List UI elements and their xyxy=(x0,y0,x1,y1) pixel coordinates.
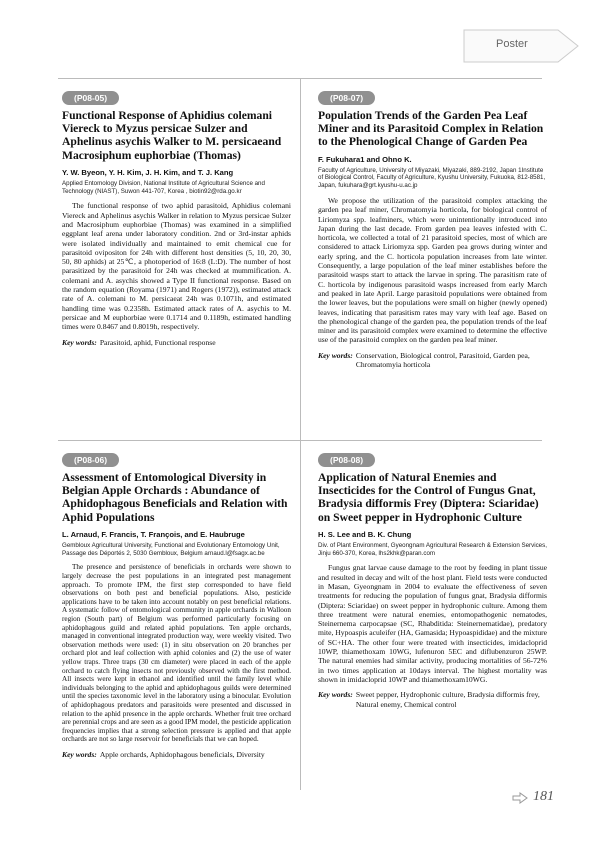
keywords-text: Conservation, Biological control, Parasitoid, Garden pea, Chromatomyia horticola xyxy=(355,350,530,370)
page-number: 181 xyxy=(533,789,554,804)
keywords-label: Key words: xyxy=(62,337,97,347)
column-divider xyxy=(300,78,301,790)
paper-authors: Y. W. Byeon, Y. H. Kim, J. H. Kim, and T. J. Kang xyxy=(62,167,234,177)
keywords-label: Key words: xyxy=(318,690,353,700)
paper-affiliation: Div. of Plant Environment, Gyeongnam Agricultural Research & Extension Services, Jinju 660-370, Korea, lhs2khk@paran.com xyxy=(318,541,547,557)
poster-tab xyxy=(462,28,582,64)
paper-id-badge: (P08-05) xyxy=(62,91,119,105)
paper-id-badge: (P08-08) xyxy=(318,453,375,467)
paper-authors: L. Arnaud, F. Francis, T. François, and E. Haubruge xyxy=(62,529,245,539)
keywords-label: Key words: xyxy=(62,749,97,759)
paper-affiliation: Applied Entomology Division, National Institute of Agricultural Science and Technology (NIAST), Suwon 441-707, Korea , biotin92@rda.go.kr xyxy=(62,179,265,195)
paper-id-badge: (P08-07) xyxy=(318,91,375,105)
paper-id-badge: (P08-06) xyxy=(62,453,119,467)
keywords-text: Parasitoid, aphid, Functional response xyxy=(99,337,216,347)
paper-p08-08 xyxy=(318,450,547,709)
paper-title: Functional Response of Aphidius colemani Viereck to Myzus persicae Sulzer and Aphelinus asychis Walker to M. persicaeand Macrosiphum euphorbiae (Thomas) xyxy=(62,109,282,162)
paper-title: Assessment of Entomological Diversity in Belgian Apple Orchards : Abundance of Aphidophagous Beneficials and Relation with Aphid Populations xyxy=(62,471,288,524)
paper-authors: F. Fukuhara1 and Ohno K. xyxy=(318,154,412,164)
paper-title: Application of Natural Enemies and Insecticides for the Control of Fungus Gnat, Bradysia difformis Frey (Diptera: Sciaridae) on Sweet pepper in Hydrophonic Culture xyxy=(318,471,539,524)
paper-keywords xyxy=(62,338,291,347)
paper-affiliation: Gembloux Agricultural University, Functional and Evolutionary Entomology Unit, Passage des Déportés 2, 5030 Gembloux, Belgium arnaud.l@fsagx.ac.be xyxy=(62,541,280,557)
poster-label: Poster xyxy=(496,38,528,50)
page-arrow-icon xyxy=(512,792,528,804)
paper-abstract: We propose the utilization of the parasitoid complex attacking the garden pea leaf miner, Chromatomyia horticola, for biological control of Liriomyza spp. leafminers, which were unintentionally introduced into Japan during the last decade. From garden pea leaves infested with C. horticola, we collected a total of 21 parasitoid species, most of which are considered to attack Liriomyza spp. Garden pea grows during winter and early spring, and the C. horticola population increases from late winter. Consequently, a large population of the leaf miner establishes before the parasitoid wasps start to attack the larvae in spring. The parasitism rate of C. horticola by indigenous parasitoid wasps increased from early March and peaked in late April. Large parasitoid populations were obtained from the lower leaves, but the populations were small on higher (newly opened) leaves, indicating that parasitism rates may vary with leaf age. Based on the phenological change of the garden pea, the population trends of the leaf miner and its parasitoid complex were examined to determine the effective use of the parasitoid complex on the garden pea leaf miner. xyxy=(318,196,547,345)
keywords-text: Sweet pepper, Hydrophonic culture, Bradysia difformis frey, Natural enemy, Chemical control xyxy=(355,690,540,709)
paper-p08-07 xyxy=(318,88,547,369)
paper-abstract: Fungus gnat larvae cause damage to the root by feeding in plant tissue and resulted in decay and wilt of the host plant. Field tests were conducted in Masan, Gyeongnam in 2004 to evaluate the effectiveness of seven treatments for reducing the population of fungus gnat, Bradysia difformis (Diptera: Sciaridae) on sweet pepper in hydrophonic culture. Among them three treatment were natural enemies, entomopathogenic nematodes, Steinernema carpocapsae (SC, Rhabditida: Steinernematidae), predatory mite, Hypoaspis aculeifer (HA, Gamasida; Hypoaspididae) and the mixture of SC+HA. The other four were treated with insecticides, imidacloprid 10WP, thiamethoxam 10WG, lufenuron 5EC and diflubenzuron 25WP. The natural enemies had similar activity, producing mortalities of 56-72% in two times application at 10days interval. The highest mortality was shown in imidacloprid 10WP and thiamethoxam10WG. xyxy=(318,563,548,684)
paper-affiliation: Faculty of Agriculture, University of Miyazaki, Miyazaki, 889-2192, Japan 1Institute of Biological Control, Faculty of Agriculture, Kyushu University, Fukuoka, 812-8581, Japan, fukuhara@grt.kyushu-u.ac.jp xyxy=(318,166,546,190)
paper-keywords xyxy=(318,351,547,370)
paper-title: Population Trends of the Garden Pea Leaf Miner and its Parasitoid Complex in Relation to the Phenological Change of Garden Pea xyxy=(318,109,544,149)
keywords-label: Key words: xyxy=(318,350,353,360)
paper-keywords xyxy=(318,690,547,709)
paper-abstract: The presence and persistence of beneficials in orchards were shown to largely decrease the pest populations in an integrated pest management approach. To promote IPM, the first step corresponded to have field observations on both pest and beneficial populations. Also, pesticide applications have to be taken into account notably on pest beneficial relations. A systematic follow of entomological community in apple orchards in Walloon region (South part) of Belgium was performed particularly focusing on aphidophagous guild and related aphid populations. Ten apple orchards, managed in conventional integrated production way, were weekly visited. Two observation methods were used: (1) in situ observation on 20 branches per orchard plot and leaf collection with aphid colonies and (2) the use of water yellow traps. Three traps (30 cm diameter) were placed in each of the apple orchard to catch flying insects not previously observed with the first method. All insects were kept in ethanol and identified until the family level while individuals belonging to the aphid and aphidophagous guilds were determined until the species taxonomic level in the laboratory using a binocular. Evolution of aphidophagous predators and parasitoids were presented and discussed in relation to the aphid presence in the apple orchards. Whether fruit tree orchard are perennial crops and are seen as a good IPM model, the pesticide application frequencies implies that a strong selection pressure is applied and that apple orchards are not so large reservoir for beneficials that we can hoped. xyxy=(62,563,291,744)
paper-abstract: The functional response of two aphid parasitoid, Aphidius colemani Viereck and Aphelinus asychis Walker in relation to Myzus persicae Sulzer and Macrosiphum euphorbiae (Thomas) was examined in a simplified eggplant leaf arena under laboratory condition. 2nd or 3rd-instar aphids were isolated individually and maintained to emit chemical cue for parasitoid ovipositon for 24h with different host densities (5, 10, 20, 30, 50, 80 aphids) at 25℃, a photoperiod of 16:8 (L:D). The number of host parasitized by the parasitoid for 24h was checked at mummification. A. colemani and A. asychis showed a Type II functional response. Based on the random equation (Royama (1971) and Rogers (1972)), estimated attack rate of A. colemani to M. persicaeat 24h was 0.1071h, and estimated handling time was 0.2358h. Estimated attack rates of A. asychis to M. persicae and M euphorbiae were 0.1714 and 0.1189h, estimated handling times were 0.8467 and 0.8019h, respectively. xyxy=(62,201,291,332)
keywords-text: Apple orchards, Aphidophagous beneficials, Diversity xyxy=(99,749,265,759)
paper-p08-05 xyxy=(62,88,291,347)
paper-keywords xyxy=(62,750,291,759)
paper-authors: H. S. Lee and B. K. Chung xyxy=(318,529,412,539)
paper-p08-06 xyxy=(62,450,291,759)
